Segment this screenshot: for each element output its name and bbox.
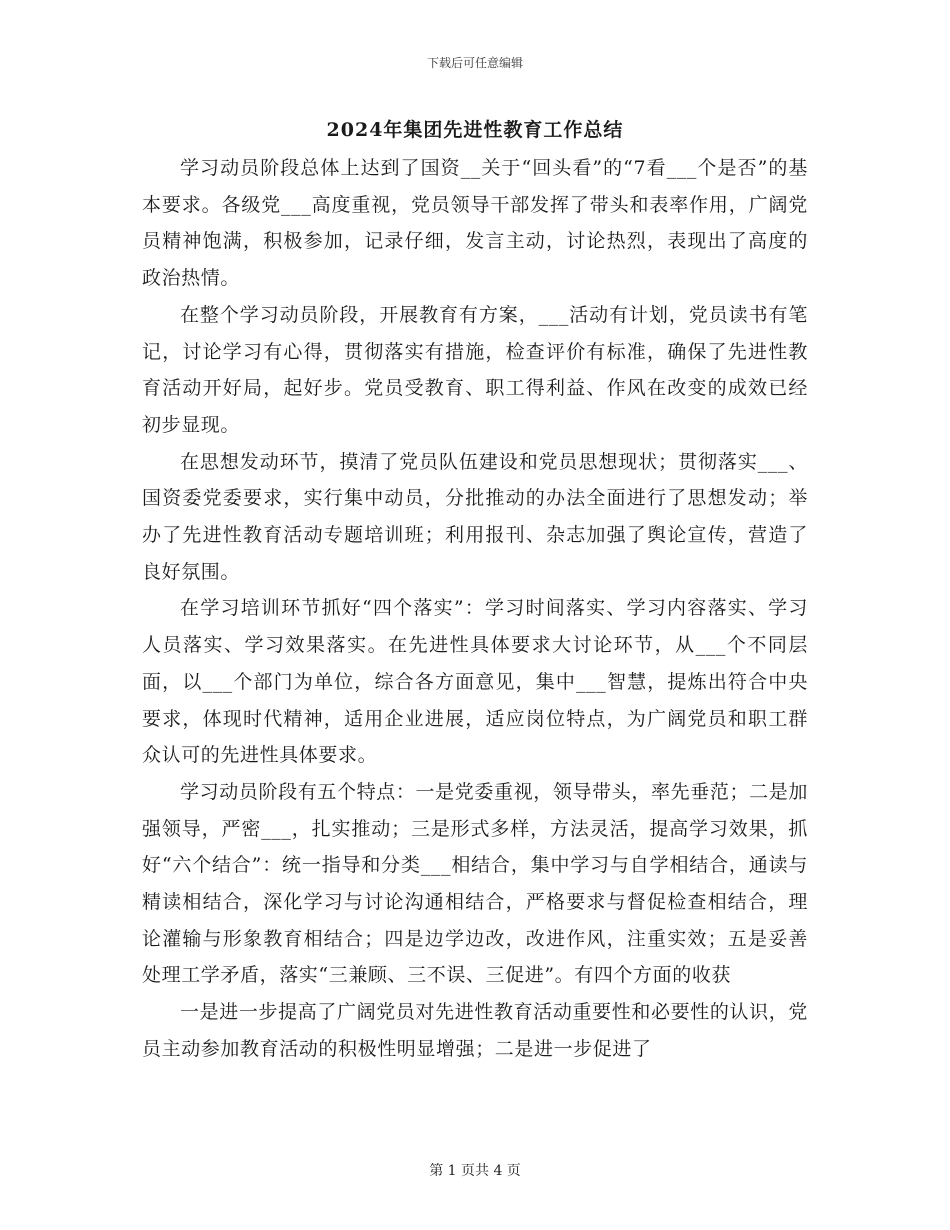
paragraph: 学习动员阶段总体上达到了国资__关于“回头看”的“7看___个是否”的基本要求。各级党___高度重视，党员领导干部发挥了带头和表率作用，广阔党员精神饱满，积极参加，记录仔细，发言主动，讨论热烈，表现出了高度的政治热情。 [142,157,808,290]
paragraph: 在整个学习动员阶段，开展教育有方案，___活动有计划，党员读书有笔记，讨论学习有心得，贯彻落实有措施，检查评价有标准，确保了先进性教育活动开好局，起好步。党员受教育、职工得利益、作风在改变的成效已经初步显现。 [142,303,808,436]
paragraph: 在思想发动环节，摸清了党员队伍建设和党员思想现状；贯彻落实___、国资委党委要求，实行集中动员，分批推动的办法全面进行了思想发动；举办了先进性教育活动专题培训班；利用报刊、杂志加强了舆论宣传，营造了良好氛围。 [142,450,808,583]
page-number: 第 1 页共 4 页 [429,1163,521,1179]
document-title: 2024年集团先进性教育工作总结 [326,119,624,141]
paragraph: 学习动员阶段有五个特点：一是党委重视，领导带头，率先垂范；二是加强领导，严密___，扎实推动；三是形式多样，方法灵活，提高学习效果，抓好“六个结合”：统一指导和分类___相结合，集中学习与自学相结合，通读与精读相结合，深化学习与讨论沟通相结合，严格要求与督促检查相结合，理论灌输与形象教育相结合；四是边学边改，改进作风，注重实效；五是妥善处理工学矛盾，落实“三兼顾、三不误、三促进”。有四个方面的收获 [142,780,808,987]
document-body [142,150,808,1068]
paragraph: 在学习培训环节抓好“四个落实”：学习时间落实、学习内容落实、学习人员落实、学习效果落实。在先进性具体要求大讨论环节，从___个不同层面，以___个部门为单位，综合各方面意见，集中___智慧，提炼出符合中央要求，体现时代精神，适用企业进展，适应岗位特点，为广阔党员和职工群众认可的先进性具体要求。 [142,597,808,767]
paragraph: 一是进一步提高了广阔党员对先进性教育活动重要性和必要性的认识，党员主动参加教育活动的积极性明显增强；二是进一步促进了 [142,1001,808,1060]
page-header-note: 下载后可任意编辑 [426,56,523,70]
